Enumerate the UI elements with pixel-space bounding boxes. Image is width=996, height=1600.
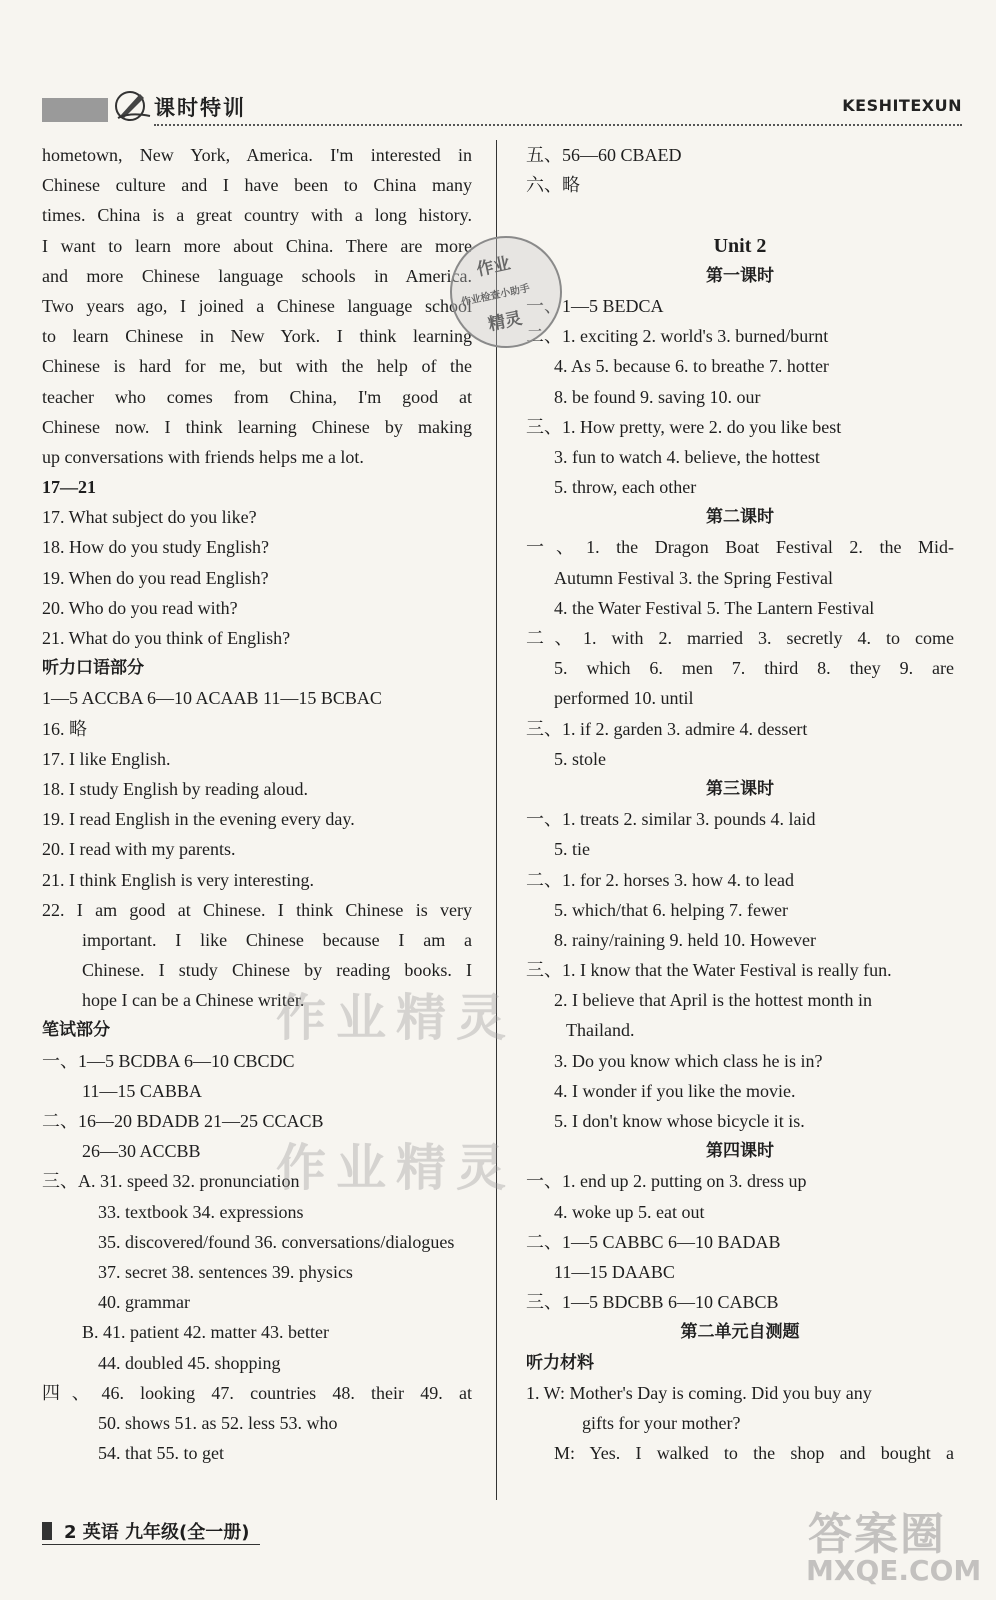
right-column-line: 一、1. the Dragon Boat Festival 2. the Mid- xyxy=(526,537,954,558)
right-column-line: 4. I wonder if you like the movie. xyxy=(554,1080,796,1101)
right-column-line: 4. woke up 5. eat out xyxy=(554,1201,705,1222)
right-column-line: Unit 2 xyxy=(713,234,767,257)
right-column-line: 三、1. I know that the Water Festival is really fun. xyxy=(526,960,892,981)
right-column-line: 一、1—5 BEDCA xyxy=(526,295,664,316)
right-column-line: 第一课时 xyxy=(706,265,774,286)
stamp-line-3: 精灵 xyxy=(486,308,524,336)
left-column-line: 20. I read with my parents. xyxy=(42,839,236,860)
page-header xyxy=(42,88,962,128)
left-column-line: 17. What subject do you like? xyxy=(42,507,257,528)
right-column-line: 5. which/that 6. helping 7. fewer xyxy=(554,899,788,920)
brand-bar xyxy=(42,98,108,122)
left-column-line: 21. What do you think of English? xyxy=(42,628,291,648)
left-column-line: 21. I think English is very interesting. xyxy=(42,869,314,890)
pen-logo-icon xyxy=(110,88,154,122)
left-column-line: 26—30 ACCBB xyxy=(82,1141,201,1162)
left-column-line: 19. I read English in the evening every day. xyxy=(42,809,355,830)
right-column-line: Thailand. xyxy=(566,1020,635,1041)
right-column-line: 二、1—5 CABBC 6—10 BADAB xyxy=(526,1231,781,1252)
left-column-line: 一、1—5 BCDBA 6—10 CBCDC xyxy=(42,1050,295,1071)
right-column-line: Autumn Festival 3. the Spring Festival xyxy=(554,567,833,588)
right-column-line: 六、略 xyxy=(526,175,580,196)
right-column-line: 8. rainy/raining 9. held 10. However xyxy=(554,929,816,950)
watermark-1: 作业精灵 xyxy=(276,989,516,1047)
right-column xyxy=(526,140,954,1468)
right-column-line: 二、1. with 2. married 3. secretly 4. to come xyxy=(526,628,954,648)
left-column-line: teacher who comes from China, I'm good at xyxy=(42,386,472,407)
footer-marker xyxy=(42,1522,52,1540)
right-column-line: 5. I don't know whose bicycle it is. xyxy=(554,1111,805,1131)
left-column-line: 17. I like English. xyxy=(42,748,171,769)
corner-logo-line-2: MXQE.COM xyxy=(806,1554,982,1587)
right-column-line: 3. Do you know which class he is in? xyxy=(554,1050,823,1071)
right-column-line: 4. As 5. because 6. to breathe 7. hotter xyxy=(554,356,829,377)
right-column-line: 二、1. exciting 2. world's 3. burned/burnt xyxy=(526,326,829,347)
right-column-line: 8. be found 9. saving 10. our xyxy=(554,386,761,407)
left-column-line: 三、A. 31. speed 32. pronunciation xyxy=(42,1171,300,1192)
left-column xyxy=(42,140,472,1468)
left-column-line: to learn Chinese in New York. I think learning xyxy=(42,326,472,347)
brand-title: 课时特训 xyxy=(154,96,246,120)
right-column-line: 三、1. How pretty, were 2. do you like best xyxy=(526,416,842,437)
left-column-line: 33. textbook 34. expressions xyxy=(98,1201,304,1222)
left-column-line: 20. Who do you read with? xyxy=(42,597,238,618)
left-column-line: 50. shows 51. as 52. less 53. who xyxy=(98,1412,338,1433)
right-column-line: 听力材料 xyxy=(526,1352,594,1373)
right-column-line: 2. I believe that April is the hottest month in xyxy=(554,990,872,1011)
left-column-line: B. 41. patient 42. matter 43. better xyxy=(82,1322,329,1343)
right-column-line: 1. W: Mother's Day is coming. Did you buy any xyxy=(526,1382,872,1403)
corner-logo-line-1: 答案圈 xyxy=(808,1509,946,1560)
right-column-line: 第三课时 xyxy=(706,778,774,799)
left-column-line: Chinese is hard for me, but with the help of the xyxy=(42,356,472,377)
right-column-line: 第二单元自测题 xyxy=(680,1322,800,1343)
left-column-line: Chinese. I study Chinese by reading books. I xyxy=(82,960,472,981)
left-column-line: 54. that 55. to get xyxy=(98,1443,224,1464)
right-column-line: 第四课时 xyxy=(706,1141,774,1162)
left-column-line: 18. How do you study English? xyxy=(42,537,269,558)
left-column-line: 二、16—20 BDADB 21—25 CCACB xyxy=(42,1111,324,1131)
right-column-line: performed 10. until xyxy=(554,688,694,709)
right-column-line: 五、56—60 CBAED xyxy=(526,145,682,165)
header-rule xyxy=(154,124,962,126)
right-column-line: 5. throw, each other xyxy=(554,477,697,498)
watermark-2: 作业精灵 xyxy=(276,1139,516,1197)
left-column-line: 19. When do you read English? xyxy=(42,567,269,588)
left-column-line: 四、46. looking 47. countries 48. their 49. at xyxy=(42,1382,472,1403)
left-column-line: times. China is a great country with a long history. xyxy=(42,205,472,226)
right-column-line: 三、1. if 2. garden 3. admire 4. dessert xyxy=(526,718,808,739)
left-column-line: 1—5 ACCBA 6—10 ACAAB 11—15 BCBAC xyxy=(42,688,382,709)
left-column-line: 37. secret 38. sentences 39. physics xyxy=(98,1261,353,1282)
left-column-line: 11—15 CABBA xyxy=(82,1080,202,1101)
left-column-line: 16. 略 xyxy=(42,718,87,739)
corner-watermark-logo xyxy=(798,1492,988,1592)
left-column-line: 听力口语部分 xyxy=(42,658,144,679)
left-column-line: 44. doubled 45. shopping xyxy=(98,1352,281,1373)
right-column-line: 5. which 6. men 7. third 8. they 9. are xyxy=(554,658,954,679)
left-column-line: I want to learn more about China. There are more xyxy=(42,235,472,256)
stamp-line-1: 作业 xyxy=(474,253,513,281)
stamp-line-2: 作业检查小助手 xyxy=(460,283,531,309)
left-column-line: 18. I study English by reading aloud. xyxy=(42,778,308,799)
right-column-line xyxy=(526,200,954,230)
brand-pinyin: KESHITEXUN xyxy=(842,96,962,115)
right-column-line: 第二课时 xyxy=(706,507,774,528)
right-column-line: 5. stole xyxy=(554,748,606,769)
right-column-line: gifts for your mother? xyxy=(582,1412,741,1433)
left-column-line: 35. discovered/found 36. conversations/dialogues xyxy=(98,1231,455,1252)
right-column-line: 一、1. treats 2. similar 3. pounds 4. laid xyxy=(526,809,816,830)
right-column-line: 三、1—5 BDCBB 6—10 CABCB xyxy=(526,1292,779,1313)
right-column-line: 5. tie xyxy=(554,839,590,860)
left-column-line: 40. grammar xyxy=(98,1292,190,1313)
right-column-line: 3. fun to watch 4. believe, the hottest xyxy=(554,446,820,467)
right-column-line: 二、1. for 2. horses 3. how 4. to lead xyxy=(526,869,794,890)
right-column-line: 4. the Water Festival 5. The Lantern Festival xyxy=(554,597,875,618)
footer-rule xyxy=(42,1544,260,1545)
right-column-line: 一、1. end up 2. putting on 3. dress up xyxy=(526,1171,807,1192)
left-column-line: Chinese now. I think learning Chinese by making xyxy=(42,416,472,437)
page-footer xyxy=(42,1516,302,1546)
left-column-line: important. I like Chinese because I am a xyxy=(82,929,472,950)
left-column-line: hometown, New York, America. I'm interested in xyxy=(42,145,472,165)
right-column-line: M: Yes. I walked to the shop and bought a xyxy=(554,1443,954,1464)
left-column-line: 笔试部分 xyxy=(42,1020,110,1041)
left-column-line: and more Chinese language schools in America. xyxy=(42,265,472,286)
left-column-line: up conversations with friends helps me a lot. xyxy=(42,446,364,467)
left-column-line: 17—21 xyxy=(42,477,96,498)
left-column-line: Two years ago, I joined a Chinese language school xyxy=(42,295,472,316)
left-column-line: hope I can be a Chinese writer. xyxy=(82,990,305,1011)
left-column-line: Chinese culture and I have been to China many xyxy=(42,175,472,196)
left-column-line: 22. I am good at Chinese. I think Chinese is very xyxy=(42,899,472,920)
footer-text: 2 英语 九年级(全一册) xyxy=(64,1522,250,1543)
right-column-line: 11—15 DAABC xyxy=(554,1261,675,1282)
